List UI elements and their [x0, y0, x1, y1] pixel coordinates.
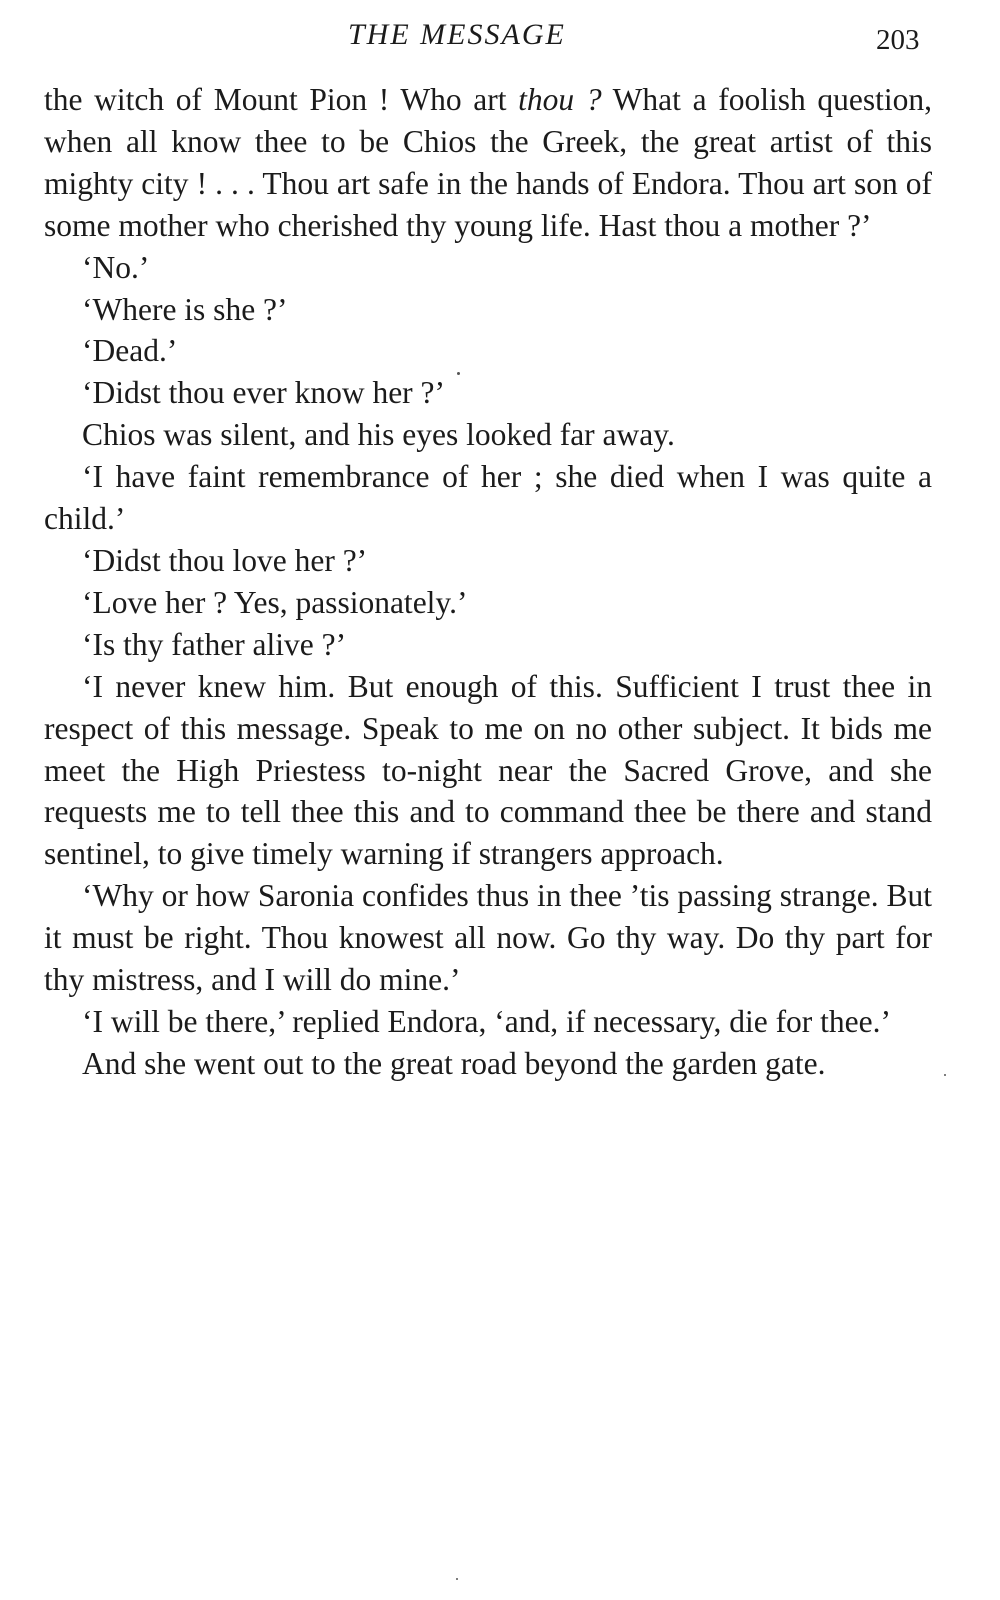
paragraph-11: ‘I never knew him. But enough of this. Sufficient I trust thee in respect of this message. Speak to me on no other subject. It bids me meet the High Priestess to-night near the Sacred Grove, and she requests me to tell thee this and to command thee be there and stand sentinel, to give timely warning if strangers approach. [44, 668, 932, 872]
print-speck [944, 1074, 946, 1076]
paragraph-5: ‘Didst thou ever know her ?’ [82, 375, 446, 411]
paragraph-text: What a foolish question, when all know thee to be Chios the Greek, the great artist of this mighty city ! . . . Thou art safe in the hands of Endora. Thou art son of some mother who cherished thy young life. Hast thou a mother ?’ [44, 82, 932, 243]
running-title: THE MESSAGE [348, 18, 566, 51]
paragraph-text: the witch of Mount Pion ! Who art [44, 82, 519, 117]
paragraph-7: ‘I have faint remembrance of her ; she died when I was quite a child.’ [44, 459, 932, 537]
paragraph-14: And she went out to the great road beyond the garden gate. [82, 1045, 826, 1081]
paragraph-10: ‘Is thy father alive ?’ [82, 626, 347, 662]
paragraph-9: ‘Love her ? Yes, passionately.’ [82, 584, 468, 620]
paragraph-4: ‘Dead.’ [82, 333, 178, 369]
italic-emphasis: thou ? [518, 82, 602, 117]
print-speck [456, 1578, 458, 1580]
paragraph-13: ‘I will be there,’ replied Endora, ‘and, if necessary, die for thee.’ [82, 1003, 892, 1039]
paragraph-8: ‘Didst thou love her ?’ [82, 542, 368, 578]
paragraph-12: ‘Why or how Saronia confides thus in thee ’tis passing strange. But it must be right. Thou knowest all now. Go thy way. Do thy part for thy mistress, and I will do mine.’ [44, 878, 932, 998]
paragraph-1 [44, 79, 932, 247]
page-number: 203 [876, 24, 920, 56]
paragraph-6: Chios was silent, and his eyes looked far away. [82, 417, 675, 453]
running-head [0, 14, 1000, 58]
print-speck [457, 372, 460, 375]
paragraph-2: ‘No.’ [82, 249, 150, 285]
paragraph-3: ‘Where is she ?’ [82, 291, 288, 327]
body-text [44, 79, 932, 1085]
